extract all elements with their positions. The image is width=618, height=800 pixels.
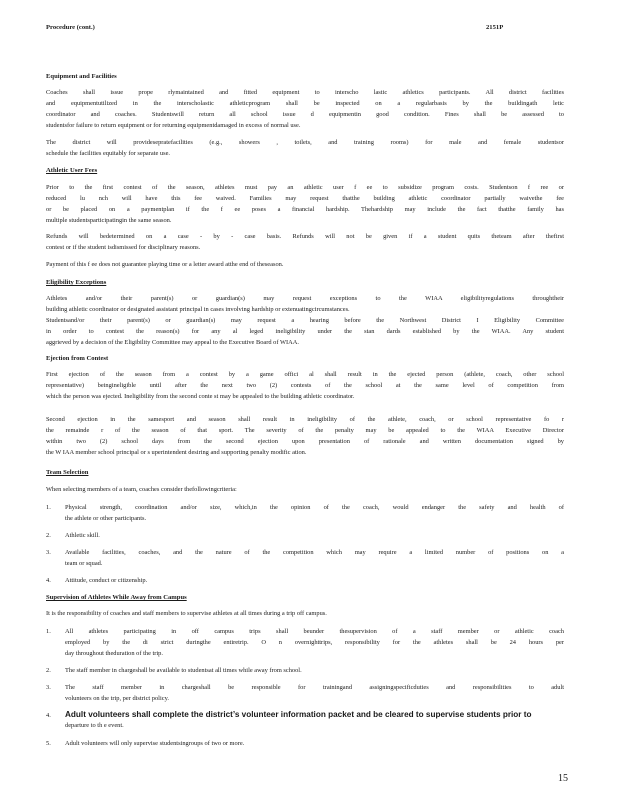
list-item: volunteers on the trip, per district policy.	[65, 695, 169, 702]
equipment-line: coordinator and coaches. Studentswill return all school issue d equipmentin good condition. Fines shall be assessed to	[46, 111, 564, 118]
facilities-line: The district will providesepratefacilities (e.g., showers , toilets, and training rooms) for male and female studentsor	[46, 139, 564, 146]
fees-line: reduced lu nch will have this fee waived. Families may request thatthe building athletic coordinator partially waivethe fee	[46, 195, 564, 202]
list-number: 4.	[46, 577, 51, 584]
list-item: team or squad.	[65, 560, 103, 567]
list-item: employed by the di strict duringthe entiretrip. O n overnighttrips, responsibility for the athletes shall be 24 hours per	[65, 639, 564, 646]
eligibility-line: in order to contest the reason(s) for any al leged ineligibility under the stan dards established by the WIAA. Any student	[46, 328, 564, 335]
document-page	[46, 0, 564, 800]
list-item: Available facilities, coaches, and the nature of the competition which may require a limited number of positions on a	[65, 549, 564, 556]
list-item: departure to th e event.	[65, 722, 124, 729]
list-number: 2.	[46, 532, 51, 539]
section-heading-equipment: Equipment and Facilities	[46, 73, 117, 80]
equipment-line: studentsfor failure to return equipment or for returning equipmentdamaged in excess of normal use.	[46, 122, 301, 129]
second-ejection-line: within two (2) school days from the second ejection upon presentation of rationale and written documentation signed by	[46, 438, 564, 445]
list-number: 3.	[46, 549, 51, 556]
team-intro: When selecting members of a team, coaches consider thefollowingcriteria:	[46, 486, 237, 493]
second-ejection-line: the remainde r of the season of that sport. The severity of the penalty may be appealed to the WIAA Executive Director	[46, 427, 564, 434]
list-item: Athletic skill.	[65, 532, 100, 539]
fees-line: multiple studentsparticipatingin the same season.	[46, 217, 172, 224]
second-ejection-line: the W IAA member school principal or s uperintendent desiring and supporting penalty modific ation.	[46, 449, 307, 456]
page-number: 15	[558, 773, 568, 784]
supervision-intro: It is the responsibility of coaches and staff members to supervise athletes at all times during a trip off campus.	[46, 610, 327, 617]
section-heading-ejection: Ejection from Contest	[46, 355, 109, 362]
second-ejection-line: Second ejection in the samesport and season shall result in ineligibility of the athlete, coach, or school representative fo r	[46, 416, 564, 423]
list-item: The staff member in chargeshall be available to studentsat all times while away from school.	[65, 667, 302, 674]
eligibility-line: building athletic coordinator or designated assistant principal in cases involving hardship or extenuatingcircumstances.	[46, 306, 350, 313]
section-heading-team: Team Selection	[46, 469, 89, 476]
equipment-line: Coaches shall issue prope rlymaintained and fitted equipment to interscho lastic athletics participants. All district facilities	[46, 89, 564, 96]
payment-line: Payment of this f ee does not guarantee playing time or a letter award atthe end of theseason.	[46, 261, 284, 268]
list-item: Adult volunteers will only supervise studentsingroups of two or more.	[65, 740, 245, 747]
ejection-line: First ejection of the season from a contest by a game offici al shall result in the ejected person (athlete, coach, other school	[46, 371, 564, 378]
eligibility-line: aggrieved by a decision of the Eligibility Committee may appeal to the Executive Board of WIAA.	[46, 339, 299, 346]
list-item: All athletes participating in off campus trips shall beunder thesupervision of a staff member or athletic coach	[65, 628, 564, 635]
list-number: 3.	[46, 684, 51, 691]
ejection-line: representative) beingineligible until after the next two (2) contests of the school at the same level of competition from	[46, 382, 564, 389]
list-number: 1.	[46, 628, 51, 635]
refunds-line: Refunds will bedetermined on a case - by - case basis. Refunds will not be given if a student quits theteam after thefirst	[46, 233, 564, 240]
list-item: Attitude, conduct or citizenship.	[65, 577, 148, 584]
equipment-line: and equipmentutilized in the interscholastic athleticprogram shall be inspected on a regularbasis by the buildingath letic	[46, 100, 564, 107]
fees-line: or be placed on a paymentplan if the f ee poses a financial hardship. Thehardship may include the fact thatthe family has	[46, 206, 564, 213]
ejection-line: which the person was ejected. Ineligibility from the second conte st may be appealed to the building athletic coordinator.	[46, 393, 355, 400]
list-number: 5.	[46, 740, 51, 747]
eligibility-line: Athletes and/or their parent(s) or guardian(s) may request exceptions to the WIAA eligibilityregulations throughtheir	[46, 295, 564, 302]
policy-code: 2151P	[486, 24, 504, 31]
section-heading-supervision: Supervision of Athletes While Away from Campus	[46, 594, 187, 601]
list-number: 4.	[46, 712, 51, 719]
list-item: Physical strength, coordination and/or size, which,in the opinion of the coach, would endanger the safety and health of	[65, 504, 564, 511]
eligibility-line: Studentsand/or their parent(s) or guardian(s) may request a hearing before the Northwest District I Eligibility Committee	[46, 317, 564, 324]
list-number: 1.	[46, 504, 51, 511]
list-number: 2.	[46, 667, 51, 674]
list-item: day throughout theduration of the trip.	[65, 650, 163, 657]
section-heading-fees: Athletic User Fees	[46, 167, 98, 174]
facilities-line: schedule the facilities equitably for separate use.	[46, 150, 171, 157]
refunds-line: contest or if the student isdismissed for disciplinary reasons.	[46, 244, 201, 251]
list-item: The staff member in chargeshall be responsible for trainingand assigningspecificduties and responsibilities to adult	[65, 684, 564, 691]
list-item-bold: Adult volunteers shall complete the district’s volunteer information packet and be cleared to supervise students prior to	[65, 710, 532, 719]
procedure-header: Procedure (cont.)	[46, 24, 95, 31]
section-heading-eligibility: Eligibility Exceptions	[46, 279, 107, 286]
list-item: the athlete or other participants.	[65, 515, 147, 522]
fees-line: Prior to the first contest of the season, athletes must pay an athletic user f ee to subsidize program costs. Studentson f ree or	[46, 184, 564, 191]
